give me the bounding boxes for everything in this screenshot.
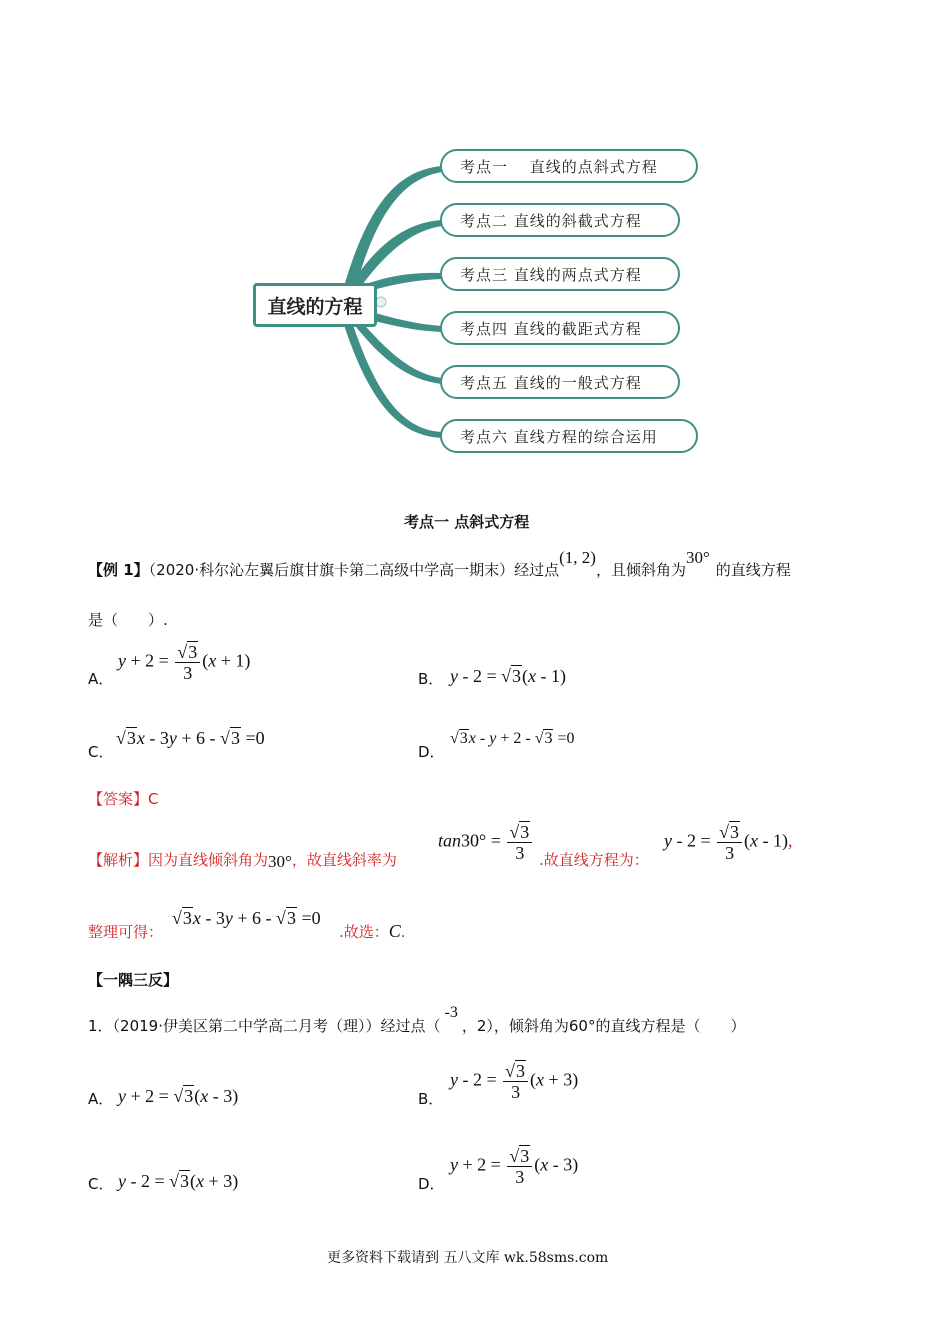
- q1-option-c-formula: y - 2 = √3(x + 3): [118, 1171, 239, 1191]
- q1-source: （2019·伊美区第二中学高二月考（理））经过点（: [112, 1017, 441, 1035]
- option-a-formula: y + 2 = $\frac{√3}{3}$ (x + 1): [118, 642, 251, 683]
- answer-label: 【答案】: [88, 790, 149, 808]
- mindmap-branch-6: 考点六 直线方程的综合运用: [440, 419, 698, 453]
- analysis-conclusion: [339, 921, 406, 942]
- q1-point-x: -3: [444, 1004, 458, 1021]
- option-a-label: A．: [88, 670, 114, 688]
- q1-option-a-label: A．: [88, 1090, 114, 1108]
- analysis-text-4: 整理可得：: [88, 923, 164, 941]
- example1-line2: 是（ ）.: [88, 611, 168, 629]
- example-mid: ，且倾斜角为: [595, 561, 686, 579]
- example-end: 的直线方程: [715, 561, 791, 579]
- example1-line1: [88, 548, 791, 580]
- q1-option-b-label: B．: [418, 1090, 444, 1108]
- mindmap-branch-3: 考点三 直线的两点式方程: [440, 257, 680, 291]
- mindmap-connectors: [0, 0, 950, 480]
- mindmap-root: 直线的方程: [253, 283, 377, 327]
- option-b-formula: y - 2 = √3(x - 1): [450, 666, 567, 686]
- section-title: 考点一 点斜式方程: [404, 513, 530, 531]
- q1-option-d-label: D．: [418, 1175, 445, 1193]
- q1-option-b-formula: y - 2 = $\frac{√3}{3}$ (x + 3): [450, 1061, 579, 1102]
- analysis-choice: C: [388, 921, 401, 941]
- analysis-text-2: ，故直线斜率为: [291, 851, 397, 869]
- analysis-line1: [88, 849, 397, 870]
- q1-option-d-formula: y + 2 = $\frac{√3}{3}$ (x - 3): [450, 1146, 579, 1187]
- q1-option-a-formula: y + 2 = √3(x - 3): [118, 1086, 239, 1106]
- answer-value: C: [148, 790, 159, 808]
- option-d-formula: √3x - y + 2 - √3 =0: [450, 730, 575, 747]
- q1-rest: ，2），倾斜角为60°的直线方程是（ ）: [461, 1017, 746, 1035]
- example-tag: 【例 1】: [88, 561, 149, 579]
- practice-q1: [88, 1004, 746, 1036]
- mindmap-branch-4: 考点四 直线的截距式方程: [440, 311, 680, 345]
- example-angle: 30°: [685, 548, 710, 567]
- answer: [88, 788, 159, 809]
- option-b-label: B．: [418, 670, 444, 688]
- practice-heading: 【一隅三反】: [88, 971, 179, 989]
- footer-text: 更多资料下载请到 五八文库 wk.58sms.com: [327, 1250, 609, 1266]
- analysis-slope-formula: tan30° = $\frac{√3}{3}$: [438, 822, 534, 863]
- analysis-label: 【解析】: [88, 851, 149, 869]
- q1-option-c-label: C．: [88, 1175, 114, 1193]
- option-c-label: C．: [88, 743, 114, 761]
- analysis-final-formula: √3x - 3y + 6 - √3 =0: [172, 908, 321, 928]
- mindmap-branch-1: 考点一 直线的点斜式方程: [440, 149, 698, 183]
- analysis-text-5: .故选：: [339, 923, 389, 941]
- q1-number: 1．: [88, 1017, 113, 1035]
- mindmap-branch-2: 考点二 直线的斜截式方程: [440, 203, 680, 237]
- option-d-label: D．: [418, 743, 445, 761]
- analysis-line-formula: y - 2 = $\frac{√3}{3}$ (x - 1),: [664, 822, 793, 863]
- analysis-angle: 30°: [268, 852, 292, 871]
- option-c-formula: √3x - 3y + 6 - √3 =0: [116, 728, 265, 748]
- analysis-text-3: .故直线方程为：: [539, 851, 649, 869]
- mindmap-branch-5: 考点五 直线的一般式方程: [440, 365, 680, 399]
- example-source: （2020·科尔沁左翼后旗甘旗卡第二高级中学高一期末）经过点: [148, 561, 560, 579]
- analysis-text-1: 因为直线倾斜角为: [148, 851, 269, 869]
- analysis-text-6: .: [400, 923, 406, 941]
- example-point: (1, 2): [559, 548, 596, 567]
